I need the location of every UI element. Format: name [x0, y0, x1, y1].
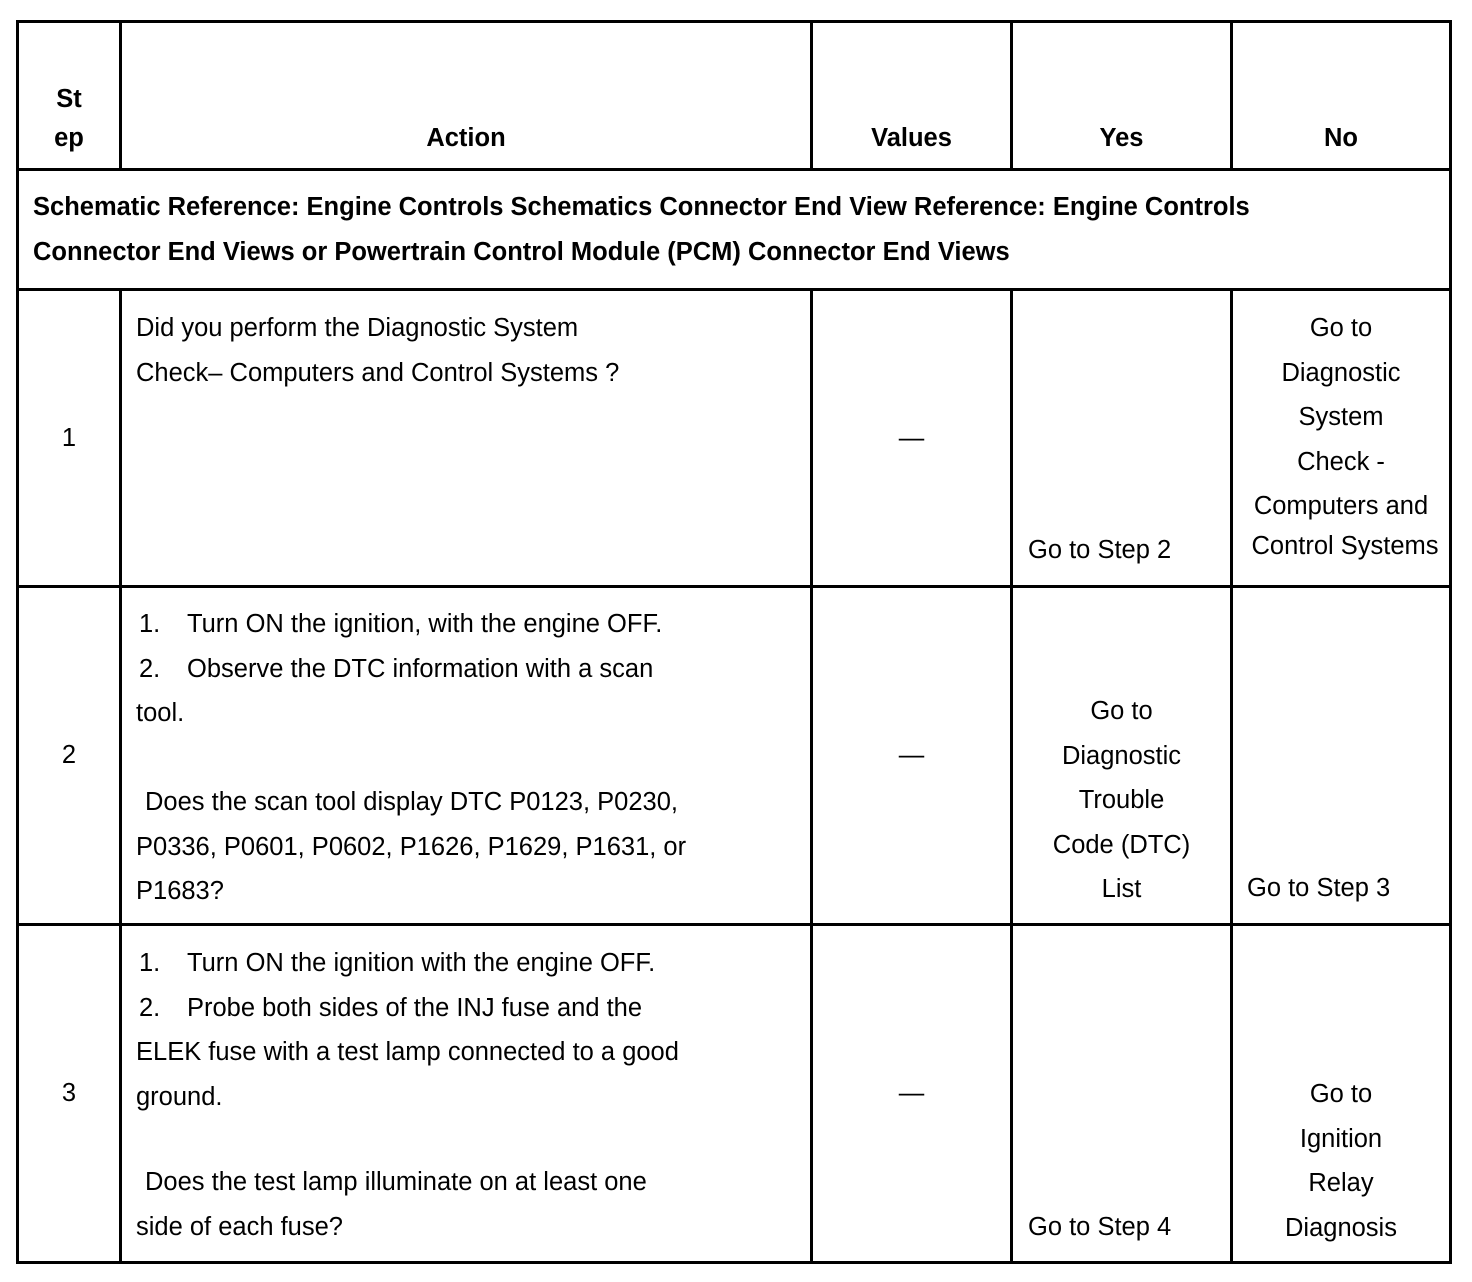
- header-no: [1233, 23, 1449, 168]
- header-yes: [1013, 23, 1230, 168]
- row-divider: [19, 923, 1449, 926]
- action-step-item: 1. Turn ON the ignition, with the engine OFF.: [139, 610, 663, 638]
- yes-link: Go to Step 2: [1028, 536, 1172, 564]
- header-values-label: Values: [871, 124, 952, 152]
- values-cell: —: [898, 741, 925, 770]
- row-divider: [19, 288, 1449, 291]
- header-action: [122, 23, 810, 168]
- header-step: [19, 23, 119, 168]
- question-line: Does the test lamp illuminate on at least one: [145, 1168, 647, 1196]
- step-number: 2: [61, 741, 77, 770]
- schematic-reference: [33, 185, 1433, 275]
- action-step-item: 1. Turn ON the ignition with the engine OFF.: [139, 949, 656, 977]
- no-link: Go to Step 3: [1247, 874, 1391, 902]
- row-divider: [19, 585, 1449, 588]
- action-line: ground.: [136, 1082, 223, 1111]
- yes-cell: Go to Diagnostic Trouble Code (DTC) List: [1052, 697, 1191, 903]
- reference-line-1: Schematic Reference: Engine Controls Schematics Connector End View Reference: Engine Controls: [33, 193, 1250, 221]
- question-line: P1683?: [136, 877, 224, 905]
- yes-cell: [1028, 528, 1228, 573]
- action-line: ELEK fuse with a test lamp connected to a good: [136, 1038, 679, 1066]
- reference-line-2: Connector End Views or Powertrain Control Module (PCM) Connector End Views: [33, 238, 1010, 266]
- question-line: Does the scan tool display DTC P0123, P0230,: [145, 788, 678, 816]
- action-line: Did you perform the Diagnostic System: [136, 314, 579, 342]
- yes-link: Go to Step 4: [1028, 1213, 1172, 1241]
- question-line: P0336, P0601, P0602, P1626, P1629, P1631, or: [136, 832, 687, 861]
- step-number: 1: [61, 423, 77, 452]
- header-yes-label: Yes: [1099, 124, 1144, 152]
- action-cell: [136, 602, 806, 914]
- no-cell: [1247, 866, 1447, 911]
- col-divider: [119, 288, 122, 1264]
- row-divider: [19, 168, 1449, 171]
- diagnostic-table: [16, 20, 1452, 1264]
- action-step-item: 2. Observe the DTC information with a scan: [139, 654, 654, 683]
- no-cell: Go to Ignition Relay Diagnosis: [1285, 1080, 1397, 1242]
- values-cell: —: [898, 1079, 925, 1108]
- action-line: Check– Computers and Control Systems ?: [136, 358, 620, 387]
- action-cell: [136, 941, 806, 1249]
- header-no-label: No: [1324, 124, 1358, 152]
- step-number: 3: [61, 1079, 77, 1108]
- action-cell: [136, 306, 796, 395]
- yes-cell: [1028, 1205, 1228, 1250]
- header-action-label: Action: [426, 124, 506, 152]
- action-step-item: 2. Probe both sides of the INJ fuse and the: [139, 993, 643, 1022]
- values-cell: —: [898, 423, 925, 452]
- header-values: [813, 23, 1010, 168]
- header-step-label: St ep: [54, 85, 84, 152]
- action-line: tool.: [136, 699, 185, 727]
- question-line: side of each fuse?: [136, 1212, 343, 1241]
- no-cell: Go to Diagnostic System Check - Computers and Control Systems: [1251, 314, 1439, 560]
